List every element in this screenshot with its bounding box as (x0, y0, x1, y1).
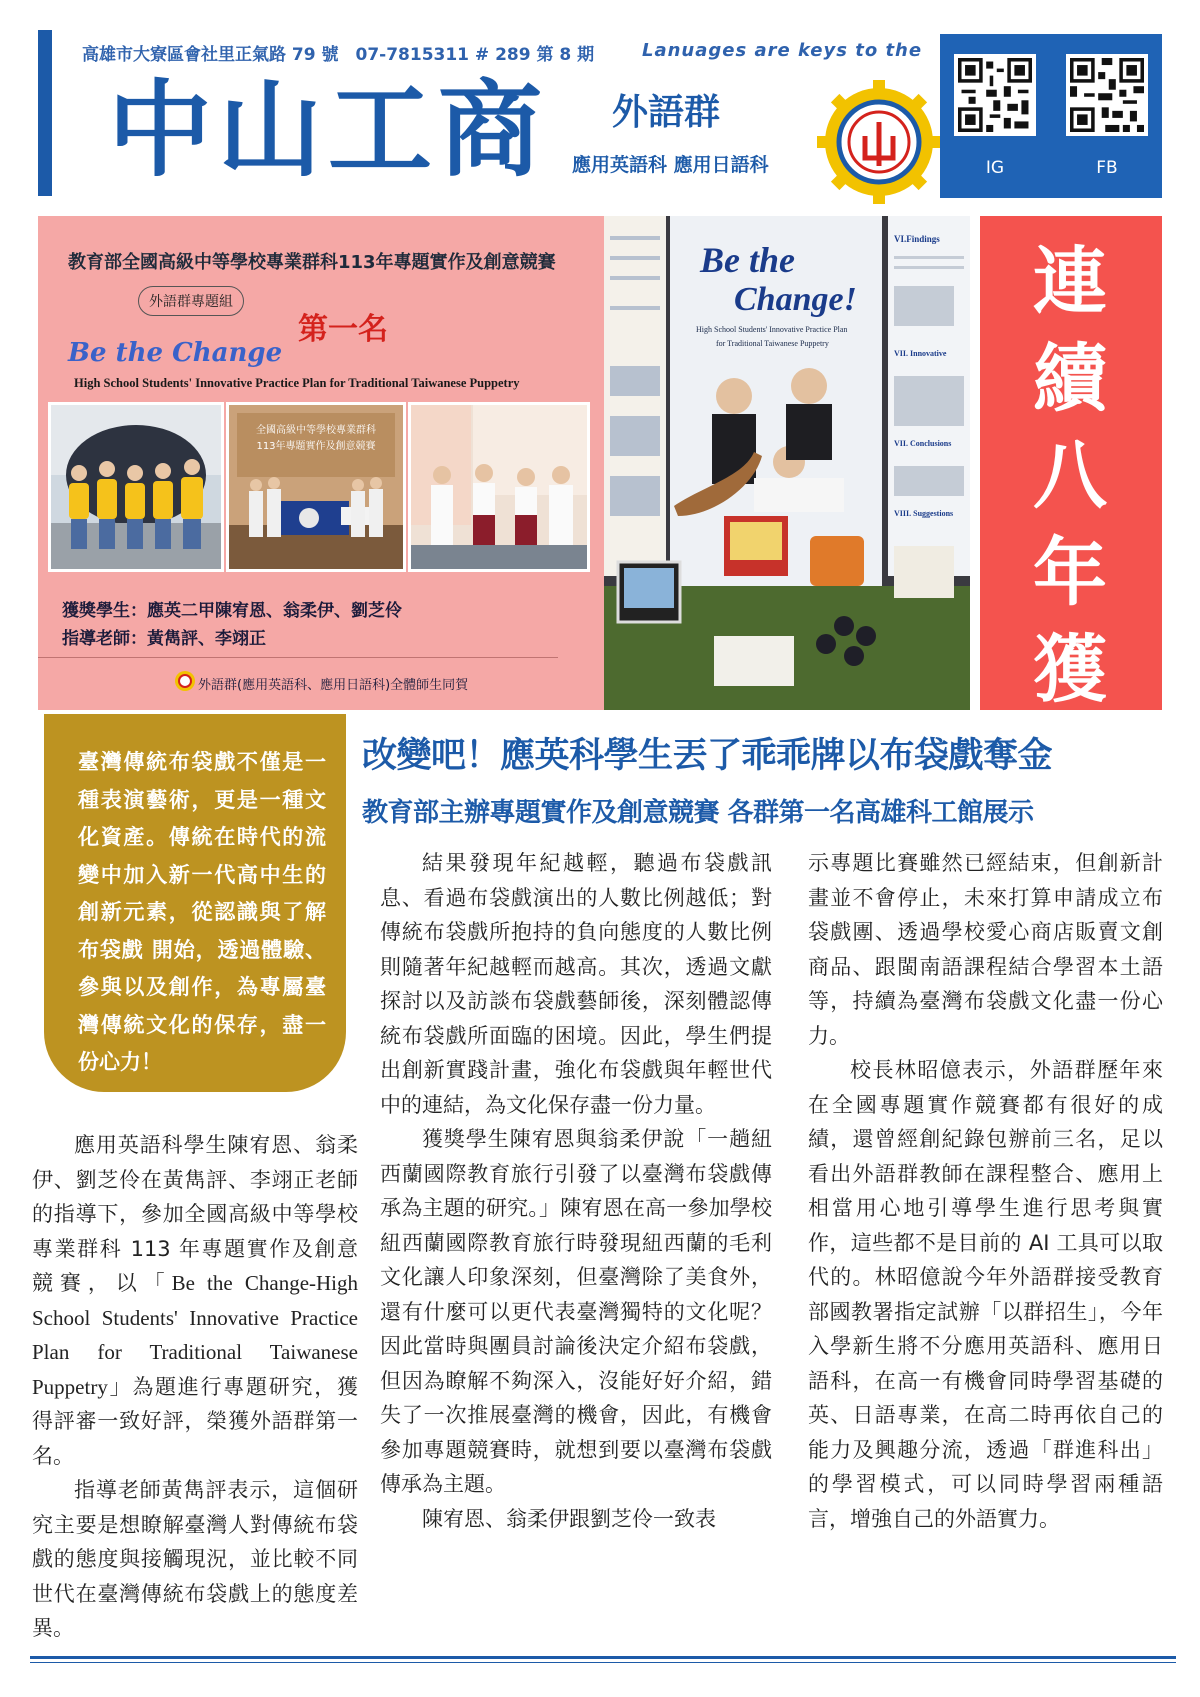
masthead-title: 中山工商 (108, 69, 549, 191)
article-column-2 (380, 846, 772, 1536)
article-paragraph: 陳宥恩、翁柔伊跟劉芝伶一致表 (422, 1506, 716, 1531)
school-address: 高雄市大寮區會社里正氣路 79 號 07-7815311 # 289 第 8 期 (82, 45, 595, 65)
motto: Lanuages are keys to the (642, 40, 923, 61)
booth-panel-heading: VIII. Suggestions (894, 509, 954, 518)
footer-rule-thin (30, 1662, 1176, 1663)
school-emblem-icon (815, 78, 943, 206)
qr-panel (940, 34, 1162, 198)
booth-poster-subtitle: High School Students' Innovative Practice Plan (696, 325, 848, 334)
team-photo (48, 402, 224, 572)
group-tag: 外語群專題組 (138, 286, 244, 316)
congratulations-line: 外語群(應用英語科、應用日語科)全體師生同賀 (198, 678, 469, 693)
footer-rule (30, 1656, 1176, 1659)
departments: 應用英語科 應用日語科 (572, 154, 769, 176)
article-text: 」為題進行專題研究，獲得評審一致好評，榮獲外語群第一名。 (32, 1374, 358, 1468)
project-subtitle: High School Students' Innovative Practice Plan for Traditional Taiwanese Puppetry (74, 376, 520, 390)
competition-title: 教育部全國高級中等學校專業群科113年專題實作及創意競賽 (68, 252, 556, 273)
exhibition-booth-photo (604, 216, 970, 710)
article-text: 應用英語科學生陳宥恩、翁柔伊、劉芝伶在黃雋評、李翊正老師的指導下，參加全國高級中等學校專業群科 113 年專題實作及創意競賽，以「 (32, 1133, 358, 1295)
poster-booth-photo (408, 402, 590, 572)
subheadline: 教育部主辦專題實作及創意競賽 各群第一名高雄科工館展示 (362, 798, 1034, 828)
article-paragraph (32, 1128, 358, 1473)
article-paragraph: 獲獎學生陳宥恩與翁柔伊說「一趟紐西蘭國際教育旅行引發了以臺灣布袋戲傳承為主題的研究。」陳宥恩在高一參加學校紐西蘭國際教育旅行時發現紐西蘭的毛利文化讓人印象深刻，但臺灣除了美食外，還有什麼可以更代表臺灣獨特的文化呢？因此當時與團員討論後決定介紹布袋戲，但因為瞭解不夠深入，沒能好好介紹，錯失了一次推展臺灣的機會，因此，有機會參加專題競賽時，就想到要以臺灣布袋戲傳承為主題。 (380, 1127, 772, 1496)
booth-panel-heading: VII. Conclusions (894, 439, 952, 448)
intro-callout-text: 臺灣傳統布袋戲不僅是一種表演藝術，更是一種文化資產。傳統在時代的流變中加入新一代高中生的創新元素，從認識與了解布袋戲 開始，透過體驗、參與以及創作，為專屬臺灣傳統文化的保存，盡一份心力！ (78, 750, 326, 1074)
ig-label: IG (985, 158, 1005, 178)
booth-poster-title: Be the (700, 240, 795, 280)
award-rank: 第一名 (298, 312, 388, 347)
fb-qr-code[interactable] (1066, 54, 1148, 136)
article-paragraph: 指導老師黃雋評表示，這個研究主要是想瞭解臺灣人對傳統布袋戲的態度與接觸現況，並比較不同世代在臺灣傳統布袋戲上的態度差異。 (32, 1478, 358, 1640)
side-banner-text: 連續八年獲獎 (1033, 239, 1107, 810)
ig-qr-code[interactable] (954, 54, 1036, 136)
article-column-1 (32, 1128, 358, 1646)
winning-students: 獲獎學生：應英二甲陳宥恩、翁柔伊、劉芝伶 (62, 601, 402, 621)
banner-divider (38, 657, 558, 658)
advisors: 指導老師：黃雋評、李翊正 (62, 629, 266, 649)
booth-panel-heading: VII. Innovative (894, 349, 947, 358)
article-english-title: Be the Change-High School Students' Innovative Practice Plan for Traditional Taiwanese Puppetry (32, 1271, 359, 1399)
ceremony-backdrop-text: 113年專題實作及創意競賽 (256, 441, 376, 452)
ceremony-backdrop-text: 全國高級中等學校專業群科 (256, 425, 376, 436)
fb-label: FB (1096, 158, 1118, 178)
article-paragraph: 結果發現年紀越輕，聽過布袋戲訊息、看過布袋戲演出的人數比例越低；對傳統布袋戲所抱持的負向態度的人數比例則隨著年紀越輕而越高。其次，透過文獻探討以及訪談布袋戲藝師後，深刻體認傳統布袋戲所面臨的困境。因此，學生們提出創新實踐計畫，強化布袋戲與年輕世代中的連結，為文化保存盡一份力量。 (380, 851, 772, 1117)
article-paragraph: 示專題比賽雖然已經結束，但創新計畫並不會停止，未來打算申請成立布袋戲團、透過學校愛心商店販賣文創商品、跟閩南語課程結合學習本土語等，持續為臺灣布袋戲文化盡一份心力。 (808, 851, 1163, 1048)
booth-poster-title: Change! (734, 281, 857, 318)
group-name: 外語群 (612, 92, 721, 133)
project-title: Be the Change (68, 338, 283, 368)
booth-poster-subtitle: for Traditional Taiwanese Puppetry (716, 339, 829, 348)
booth-panel-heading: VI.Findings (894, 234, 940, 244)
award-ceremony-photo (226, 402, 406, 572)
article-paragraph: 校長林昭億表示，外語群歷年來在全國專題實作競賽都有很好的成績，還曾經創紀錄包辦前三名，足以看出外語群教師在課程整合、應用上相當用心地引導學生進行思考與實作，這些都不是目前的 AI 工具可以取代的。林昭億說今年外語群接受教育部國教署指定試辦「以群招生」，今年入學新生將不分應用英語科、應用日語科，在高一有機會同時學習基礎的英、日語專業，在高二時再依自己的能力及興趣分流，透過「群進科出」的學習模式，可以同時學習兩種語言，增強自己的外語實力。 (808, 1058, 1163, 1531)
headline: 改變吧！應英科學生丟了乖乖牌以布袋戲奪金 (362, 735, 1053, 776)
article-column-3 (808, 846, 1163, 1536)
school-emblem-small-icon (174, 670, 196, 692)
masthead-accent-bar (38, 30, 52, 196)
